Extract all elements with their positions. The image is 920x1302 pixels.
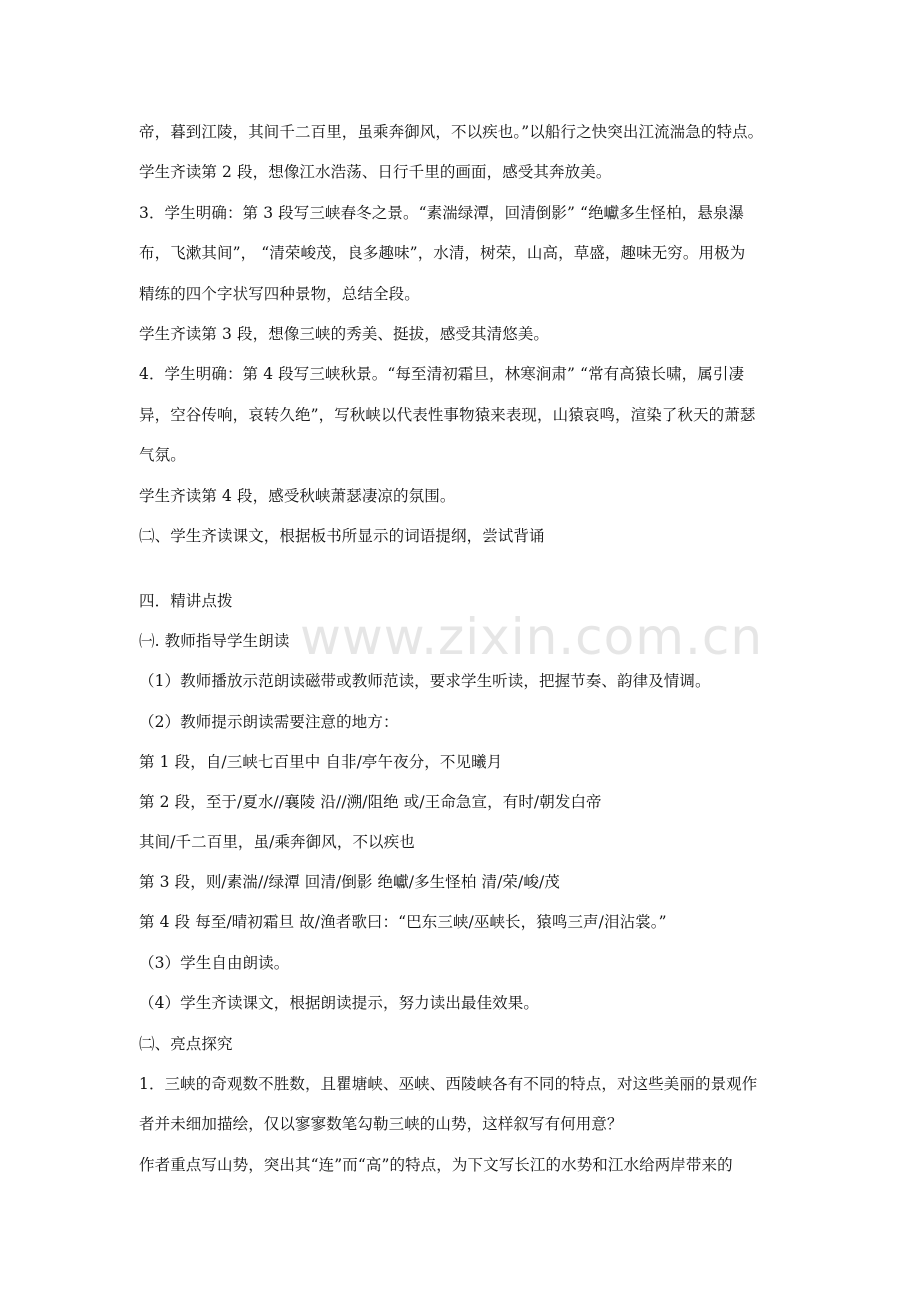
reading-pause-line: 其间/千二百里，虽/乘奔御风，不以疾也 [139,833,415,851]
paragraph-line: 者并未细加描绘，仅以寥寥数笔勾勒三峡的山势，这样叙写有何用意？ [139,1115,623,1133]
paragraph-line: （1）教师播放示范朗读磁带或教师范读，要求学生听读，把握节奏、韵律及情调。 [139,672,711,690]
paragraph-line: （2）教师提示朗读需要注意的地方： [139,713,399,731]
paragraph-line: 异，空谷传响，哀转久绝”，写秋峡以代表性事物猿来表现，山猿哀鸣，渲染了秋天的萧瑟 [139,406,756,424]
paragraph-line: 学生齐读第 3 段，想像三峡的秀美、挺拔，感受其清悠美。 [139,325,550,343]
paragraph-line: 作者重点写山势，突出其“连”而“高”的特点，为下文写长江的水势和江水给两岸带来的 [139,1156,733,1174]
paragraph-line: 布，飞漱其间”， “清荣峻茂，良多趣味”，水清，树荣，山高，草盛，趣味无穷。用极为 [139,244,746,262]
section-subheading: ㈠. 教师指导学生朗读 [139,632,290,650]
reading-pause-line: 第 3 段，则/素湍//绿潭 回清/倒影 绝巘/多生怪柏 清/荣/峻/茂 [139,873,560,891]
paragraph-line: 1．三峡的奇观数不胜数，且瞿塘峡、巫峡、西陵峡各有不同的特点，对这些美丽的景观作 [139,1075,758,1093]
section-subheading: ㈡、亮点探究 [139,1035,233,1053]
paragraph-line: 精练的四个字状写四种景物，总结全段。 [139,285,420,303]
reading-pause-line: 第 4 段 每至/晴初霜旦 故/渔者歌曰：“巴东三峡/巫峡长，猿鸣三声/泪沾裳。” [139,913,667,931]
paragraph-line: 帝，暮到江陵，其间千二百里，虽乘奔御风，不以疾也。”以船行之快突出江流湍急的特点。 [139,123,764,141]
section-heading: 四．精讲点拨 [139,592,233,610]
paragraph-line: 气氛。 [139,446,186,464]
paragraph-line: 3．学生明确：第 3 段写三峡春冬之景。“素湍绿潭，回清倒影” “绝巘多生怪柏，悬泉瀑 [139,204,745,222]
reading-pause-line: 第 2 段，至于/夏水//襄陵 沿//溯/阻绝 或/王命急宣，有时/朝发白帝 [139,793,602,811]
paragraph-line: 学生齐读第 4 段，感受秋峡萧瑟凄凉的氛围。 [139,487,456,505]
paragraph-line: （4）学生齐读课文，根据朗读提示，努力读出最佳效果。 [139,994,539,1012]
reading-pause-line: 第 1 段，自/三峡七百里中 自非/亭午夜分，不见曦月 [139,753,503,771]
paragraph-line: 4．学生明确：第 4 段写三峡秋景。“每至清初霜旦，林寒涧肃” “常有高猿长啸，属引凄 [139,365,745,383]
watermark-text: www.zixin.com.cn [300,608,764,666]
section-subheading: ㈡、学生齐读课文，根据板书所显示的词语提纲，尝试背诵 [139,527,545,545]
paragraph-line: 学生齐读第 2 段，想像江水浩荡、日行千里的画面，感受其奔放美。 [139,163,612,181]
paragraph-line: （3）学生自由朗读。 [139,954,290,972]
